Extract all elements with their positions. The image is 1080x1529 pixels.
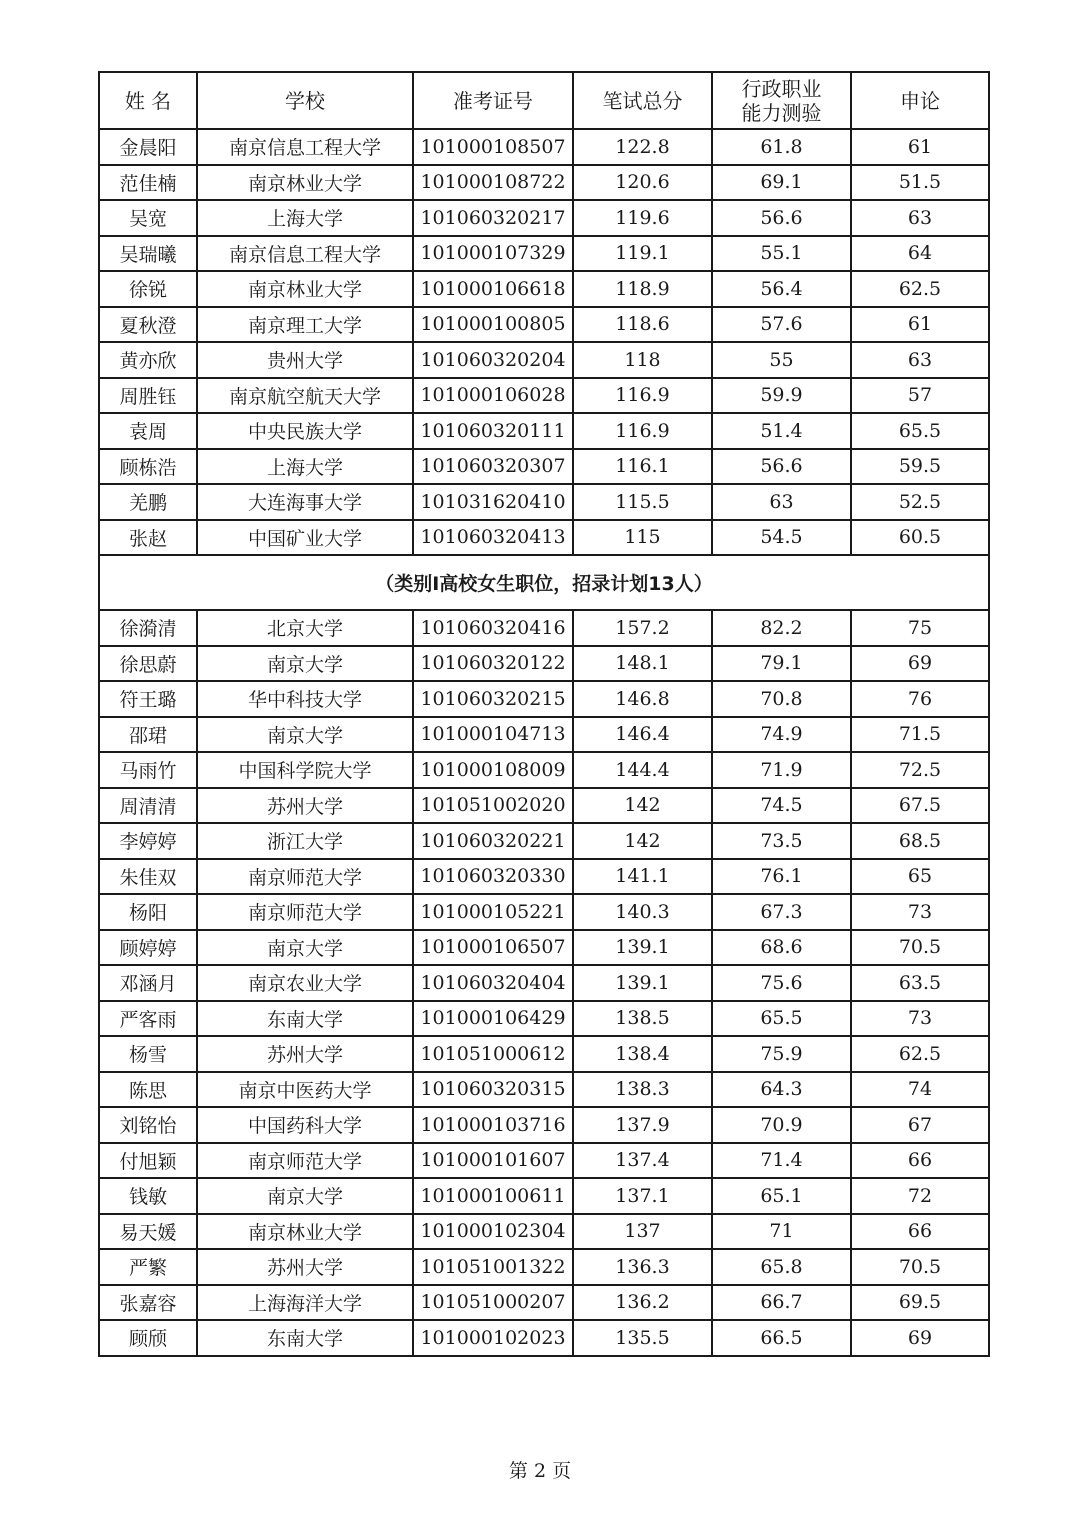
cell-total: 118.6 [573, 307, 712, 343]
cell-school: 南京理工大学 [197, 307, 413, 343]
cell-xingce: 55.1 [712, 236, 851, 272]
cell-shenlun: 67.5 [851, 788, 989, 824]
cell-shenlun: 51.5 [851, 165, 989, 201]
cell-school: 北京大学 [197, 610, 413, 646]
header-xingce [712, 72, 851, 129]
cell-school: 南京中医药大学 [197, 1072, 413, 1108]
cell-total: 141.1 [573, 859, 712, 895]
cell-name: 严客雨 [99, 1001, 197, 1037]
cell-xingce: 82.2 [712, 610, 851, 646]
cell-xingce: 65.5 [712, 1001, 851, 1037]
cell-xingce: 64.3 [712, 1072, 851, 1108]
table-row [99, 859, 989, 895]
cell-xingce: 51.4 [712, 413, 851, 449]
cell-xingce: 79.1 [712, 646, 851, 682]
cell-total: 142 [573, 823, 712, 859]
cell-total: 138.4 [573, 1036, 712, 1072]
cell-exam-id: 101000101607 [413, 1143, 573, 1179]
table-row [99, 200, 989, 236]
cell-name: 易天媛 [99, 1214, 197, 1250]
cell-shenlun: 69 [851, 1320, 989, 1356]
cell-xingce: 65.1 [712, 1178, 851, 1214]
table-row [99, 378, 989, 414]
cell-exam-id: 101060320111 [413, 413, 573, 449]
cell-name: 张赵 [99, 520, 197, 556]
cell-xingce: 75.9 [712, 1036, 851, 1072]
cell-total: 139.1 [573, 930, 712, 966]
table-row [99, 1249, 989, 1285]
cell-school: 中国药科大学 [197, 1107, 413, 1143]
cell-exam-id: 101051001322 [413, 1249, 573, 1285]
cell-exam-id: 101000100611 [413, 1178, 573, 1214]
table-row [99, 1036, 989, 1072]
table-row [99, 484, 989, 520]
cell-name: 金晨阳 [99, 129, 197, 165]
cell-total: 118 [573, 342, 712, 378]
cell-name: 周清清 [99, 788, 197, 824]
cell-name: 徐锐 [99, 271, 197, 307]
table-row [99, 1214, 989, 1250]
section-title: （类别I高校女生职位，招录计划13人） [99, 555, 989, 610]
cell-exam-id: 101051002020 [413, 788, 573, 824]
table-row [99, 1320, 989, 1356]
cell-total: 115.5 [573, 484, 712, 520]
cell-xingce: 76.1 [712, 859, 851, 895]
cell-total: 137.9 [573, 1107, 712, 1143]
cell-total: 120.6 [573, 165, 712, 201]
cell-xingce: 71 [712, 1214, 851, 1250]
header-total: 笔试总分 [573, 72, 712, 129]
cell-exam-id: 101060320215 [413, 681, 573, 717]
cell-exam-id: 101060320307 [413, 449, 573, 485]
cell-total: 115 [573, 520, 712, 556]
cell-shenlun: 59.5 [851, 449, 989, 485]
cell-shenlun: 64 [851, 236, 989, 272]
cell-school: 浙江大学 [197, 823, 413, 859]
cell-total: 136.3 [573, 1249, 712, 1285]
cell-total: 146.4 [573, 717, 712, 753]
cell-exam-id: 101000107329 [413, 236, 573, 272]
cell-xingce: 56.6 [712, 449, 851, 485]
cell-xingce: 65.8 [712, 1249, 851, 1285]
cell-name: 李婷婷 [99, 823, 197, 859]
cell-shenlun: 63 [851, 342, 989, 378]
cell-xingce: 57.6 [712, 307, 851, 343]
cell-school: 中国科学院大学 [197, 752, 413, 788]
cell-xingce: 59.9 [712, 378, 851, 414]
cell-xingce: 70.8 [712, 681, 851, 717]
cell-exam-id: 101060320221 [413, 823, 573, 859]
table-row [99, 681, 989, 717]
cell-xingce: 66.5 [712, 1320, 851, 1356]
cell-exam-id: 101060320315 [413, 1072, 573, 1108]
cell-shenlun: 71.5 [851, 717, 989, 753]
table-row [99, 717, 989, 753]
cell-total: 138.5 [573, 1001, 712, 1037]
cell-xingce: 70.9 [712, 1107, 851, 1143]
cell-school: 南京大学 [197, 646, 413, 682]
cell-xingce: 75.6 [712, 965, 851, 1001]
cell-total: 119.6 [573, 200, 712, 236]
cell-total: 142 [573, 788, 712, 824]
table-row [99, 165, 989, 201]
cell-total: 140.3 [573, 894, 712, 930]
table-row [99, 129, 989, 165]
cell-total: 137 [573, 1214, 712, 1250]
page-number: 第 2 页 [508, 1460, 572, 1482]
cell-shenlun: 61 [851, 129, 989, 165]
table-row [99, 1001, 989, 1037]
cell-shenlun: 65 [851, 859, 989, 895]
table-row [99, 307, 989, 343]
cell-exam-id: 101060320413 [413, 520, 573, 556]
cell-total: 135.5 [573, 1320, 712, 1356]
header-school: 学校 [197, 72, 413, 129]
cell-shenlun: 61 [851, 307, 989, 343]
cell-school: 南京林业大学 [197, 271, 413, 307]
cell-name: 羌鹏 [99, 484, 197, 520]
cell-xingce: 68.6 [712, 930, 851, 966]
cell-shenlun: 74 [851, 1072, 989, 1108]
cell-school: 上海大学 [197, 200, 413, 236]
cell-exam-id: 101060320122 [413, 646, 573, 682]
cell-total: 116.1 [573, 449, 712, 485]
cell-name: 朱佳双 [99, 859, 197, 895]
table-row [99, 449, 989, 485]
cell-name: 符王璐 [99, 681, 197, 717]
cell-exam-id: 101000104713 [413, 717, 573, 753]
cell-school: 南京航空航天大学 [197, 378, 413, 414]
cell-exam-id: 101000108009 [413, 752, 573, 788]
cell-school: 苏州大学 [197, 1249, 413, 1285]
cell-school: 苏州大学 [197, 788, 413, 824]
table-row [99, 610, 989, 646]
cell-exam-id: 101000108722 [413, 165, 573, 201]
cell-name: 刘铭怡 [99, 1107, 197, 1143]
score-table [98, 71, 990, 1357]
cell-total: 137.1 [573, 1178, 712, 1214]
cell-exam-id: 101060320416 [413, 610, 573, 646]
cell-xingce: 61.8 [712, 129, 851, 165]
table-row [99, 1178, 989, 1214]
table-row [99, 646, 989, 682]
cell-exam-id: 101031620410 [413, 484, 573, 520]
cell-school: 大连海事大学 [197, 484, 413, 520]
cell-xingce: 71.9 [712, 752, 851, 788]
cell-name: 夏秋澄 [99, 307, 197, 343]
cell-exam-id: 101000103716 [413, 1107, 573, 1143]
cell-school: 南京大学 [197, 717, 413, 753]
cell-school: 东南大学 [197, 1001, 413, 1037]
table-row [99, 930, 989, 966]
cell-exam-id: 101051000207 [413, 1285, 573, 1321]
table-row [99, 788, 989, 824]
cell-name: 付旭颖 [99, 1143, 197, 1179]
cell-total: 157.2 [573, 610, 712, 646]
cell-name: 黄亦欣 [99, 342, 197, 378]
cell-xingce: 74.9 [712, 717, 851, 753]
cell-school: 南京师范大学 [197, 1143, 413, 1179]
cell-xingce: 55 [712, 342, 851, 378]
cell-xingce: 69.1 [712, 165, 851, 201]
cell-shenlun: 66 [851, 1143, 989, 1179]
cell-school: 南京信息工程大学 [197, 129, 413, 165]
cell-total: 138.3 [573, 1072, 712, 1108]
table-row [99, 271, 989, 307]
cell-exam-id: 101000106028 [413, 378, 573, 414]
table-row [99, 1285, 989, 1321]
cell-total: 146.8 [573, 681, 712, 717]
cell-name: 陈思 [99, 1072, 197, 1108]
cell-name: 吴瑞曦 [99, 236, 197, 272]
cell-exam-id: 101000106429 [413, 1001, 573, 1037]
cell-name: 顾栋浩 [99, 449, 197, 485]
cell-shenlun: 72 [851, 1178, 989, 1214]
cell-name: 邵珺 [99, 717, 197, 753]
cell-total: 122.8 [573, 129, 712, 165]
cell-school: 上海大学 [197, 449, 413, 485]
cell-name: 徐漪清 [99, 610, 197, 646]
cell-total: 139.1 [573, 965, 712, 1001]
cell-name: 周胜钰 [99, 378, 197, 414]
cell-name: 顾颀 [99, 1320, 197, 1356]
cell-school: 中央民族大学 [197, 413, 413, 449]
cell-shenlun: 68.5 [851, 823, 989, 859]
cell-shenlun: 73 [851, 1001, 989, 1037]
cell-shenlun: 70.5 [851, 1249, 989, 1285]
cell-total: 116.9 [573, 378, 712, 414]
header-name: 姓 名 [99, 72, 197, 129]
table-row [99, 1107, 989, 1143]
cell-exam-id: 101000100805 [413, 307, 573, 343]
cell-total: 148.1 [573, 646, 712, 682]
cell-xingce: 66.7 [712, 1285, 851, 1321]
cell-name: 袁周 [99, 413, 197, 449]
cell-shenlun: 65.5 [851, 413, 989, 449]
cell-school: 苏州大学 [197, 1036, 413, 1072]
cell-exam-id: 101000106618 [413, 271, 573, 307]
cell-shenlun: 60.5 [851, 520, 989, 556]
table-row [99, 1072, 989, 1108]
cell-school: 南京林业大学 [197, 165, 413, 201]
table-row [99, 342, 989, 378]
cell-total: 144.4 [573, 752, 712, 788]
cell-shenlun: 52.5 [851, 484, 989, 520]
cell-shenlun: 63 [851, 200, 989, 236]
table-row [99, 1143, 989, 1179]
table-row [99, 520, 989, 556]
cell-total: 119.1 [573, 236, 712, 272]
cell-name: 范佳楠 [99, 165, 197, 201]
cell-shenlun: 73 [851, 894, 989, 930]
cell-school: 南京大学 [197, 1178, 413, 1214]
cell-name: 杨雪 [99, 1036, 197, 1072]
cell-shenlun: 67 [851, 1107, 989, 1143]
cell-shenlun: 70.5 [851, 930, 989, 966]
cell-exam-id: 101060320330 [413, 859, 573, 895]
cell-xingce: 67.3 [712, 894, 851, 930]
cell-exam-id: 101060320217 [413, 200, 573, 236]
header-xingce-line1: 行政职业 [741, 76, 822, 101]
cell-shenlun: 76 [851, 681, 989, 717]
cell-total: 137.4 [573, 1143, 712, 1179]
cell-shenlun: 63.5 [851, 965, 989, 1001]
table-row [99, 965, 989, 1001]
cell-shenlun: 72.5 [851, 752, 989, 788]
header-exam-id: 准考证号 [413, 72, 573, 129]
cell-school: 东南大学 [197, 1320, 413, 1356]
cell-school: 南京大学 [197, 930, 413, 966]
cell-name: 张嘉容 [99, 1285, 197, 1321]
cell-xingce: 63 [712, 484, 851, 520]
cell-shenlun: 69 [851, 646, 989, 682]
cell-shenlun: 75 [851, 610, 989, 646]
cell-school: 华中科技大学 [197, 681, 413, 717]
cell-school: 南京师范大学 [197, 894, 413, 930]
cell-school: 南京农业大学 [197, 965, 413, 1001]
cell-total: 116.9 [573, 413, 712, 449]
cell-exam-id: 101000106507 [413, 930, 573, 966]
header-row [99, 72, 989, 129]
cell-xingce: 56.4 [712, 271, 851, 307]
table-header [99, 72, 989, 129]
cell-total: 118.9 [573, 271, 712, 307]
table-row [99, 894, 989, 930]
cell-name: 徐思蔚 [99, 646, 197, 682]
table-row [99, 413, 989, 449]
cell-exam-id: 101000105221 [413, 894, 573, 930]
cell-exam-id: 101000102023 [413, 1320, 573, 1356]
cell-name: 钱敏 [99, 1178, 197, 1214]
table-row [99, 752, 989, 788]
header-shenlun: 申论 [851, 72, 989, 129]
cell-name: 严繁 [99, 1249, 197, 1285]
table-row [99, 236, 989, 272]
cell-xingce: 74.5 [712, 788, 851, 824]
cell-exam-id: 101060320404 [413, 965, 573, 1001]
cell-xingce: 56.6 [712, 200, 851, 236]
cell-shenlun: 69.5 [851, 1285, 989, 1321]
cell-xingce: 54.5 [712, 520, 851, 556]
cell-school: 贵州大学 [197, 342, 413, 378]
cell-xingce: 73.5 [712, 823, 851, 859]
cell-exam-id: 101060320204 [413, 342, 573, 378]
cell-exam-id: 101051000612 [413, 1036, 573, 1072]
table-row [99, 823, 989, 859]
cell-school: 南京信息工程大学 [197, 236, 413, 272]
header-xingce-line2: 能力测验 [741, 100, 822, 125]
cell-name: 杨阳 [99, 894, 197, 930]
cell-shenlun: 62.5 [851, 1036, 989, 1072]
section-row [99, 555, 989, 610]
cell-name: 邓涵月 [99, 965, 197, 1001]
table-body [99, 129, 989, 1356]
cell-shenlun: 57 [851, 378, 989, 414]
cell-name: 吴宽 [99, 200, 197, 236]
cell-school: 上海海洋大学 [197, 1285, 413, 1321]
cell-school: 南京林业大学 [197, 1214, 413, 1250]
cell-xingce: 71.4 [712, 1143, 851, 1179]
cell-school: 中国矿业大学 [197, 520, 413, 556]
cell-exam-id: 101000102304 [413, 1214, 573, 1250]
cell-shenlun: 66 [851, 1214, 989, 1250]
cell-name: 顾婷婷 [99, 930, 197, 966]
cell-school: 南京师范大学 [197, 859, 413, 895]
cell-shenlun: 62.5 [851, 271, 989, 307]
cell-exam-id: 101000108507 [413, 129, 573, 165]
cell-total: 136.2 [573, 1285, 712, 1321]
cell-name: 马雨竹 [99, 752, 197, 788]
